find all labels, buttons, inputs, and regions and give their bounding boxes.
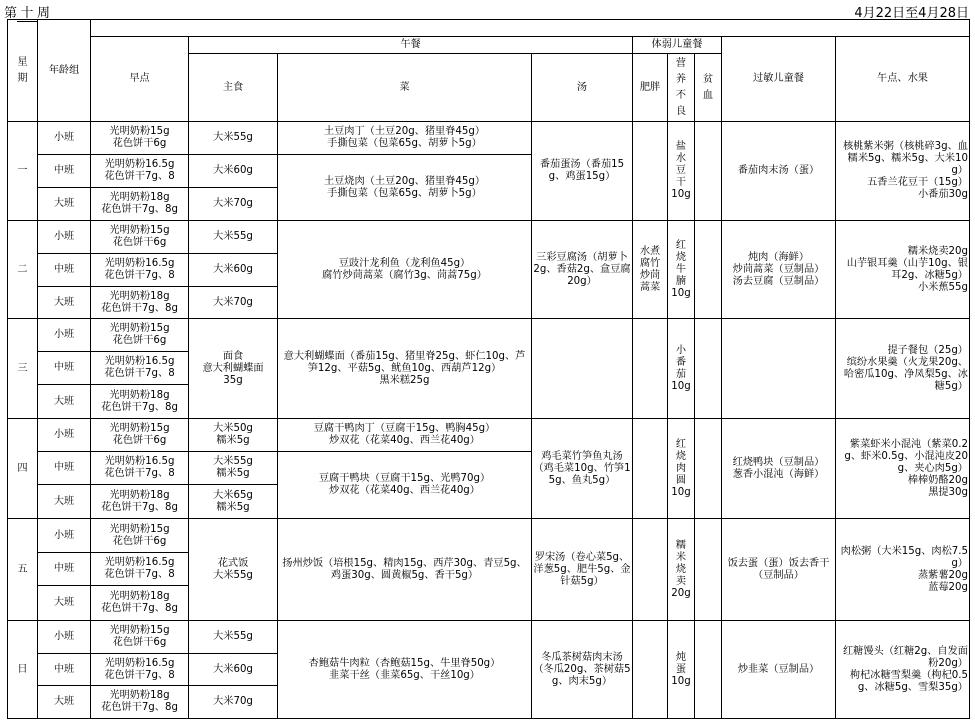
staple-cell: 大米55g [189, 621, 278, 654]
breakfast-cell: 光明奶粉15g 花色饼干6g [91, 319, 189, 352]
age-group-cell: 中班 [38, 654, 91, 686]
breakfast-cell: 光明奶粉15g 花色饼干6g [91, 621, 189, 654]
age-group-cell: 大班 [38, 188, 91, 221]
header-spacer [91, 20, 970, 37]
obese-cell [633, 621, 668, 719]
header-weak-children: 体弱儿童餐 [633, 37, 722, 54]
staple-cell: 大米65g 糯米5g [189, 485, 278, 519]
staple-cell: 大米60g [189, 155, 278, 188]
staple-cell: 大米70g [189, 686, 278, 719]
title-row [0, 0, 975, 19]
breakfast-cell: 光明奶粉15g 花色饼干6g [91, 221, 189, 254]
weekday-cell: 五 [8, 519, 38, 621]
staple-cell: 大米50g 糯米5g [189, 419, 278, 452]
week-number: 十 [17, 2, 37, 22]
staple-cell: 大米60g [189, 654, 278, 686]
soup-cell: 冬瓜茶树菇肉末汤（冬瓜20g、茶树菇5g、肉末5g） [532, 621, 633, 719]
anemia-cell [695, 319, 722, 419]
date-range: 4月22日至4月28日 [854, 6, 969, 21]
breakfast-cell: 光明奶粉16.5g 花色饼干7g、8 [91, 254, 189, 287]
malnutrition-cell: 红 烧 肉 圆 10g [668, 419, 695, 519]
dish-cell: 扬州炒饭（培根15g、精肉15g、西芹30g、青豆5g、鸡蛋30g、圆黄椒5g、香干5g） [278, 519, 532, 621]
weekday-cell: 四 [8, 419, 38, 519]
breakfast-cell: 光明奶粉18g 花色饼干7g、8g [91, 385, 189, 419]
anemia-cell [695, 621, 722, 719]
age-group-cell: 中班 [38, 352, 91, 385]
age-group-cell: 大班 [38, 485, 91, 519]
header-weekday-text: 星期 [17, 56, 28, 84]
breakfast-cell: 光明奶粉16.5g 花色饼干7g、8 [91, 553, 189, 586]
malnutrition-cell: 糯 米 烧 卖 20g [668, 519, 695, 621]
weekday-cell: 二 [8, 221, 38, 319]
age-group-cell: 小班 [38, 319, 91, 352]
soup-cell: 罗宋汤（卷心菜5g、洋葱5g、肥牛5g、金针菇5g） [532, 519, 633, 621]
weekday-cell: 三 [8, 319, 38, 419]
breakfast-cell: 光明奶粉15g 花色饼干6g [91, 519, 189, 553]
table-row [8, 519, 970, 553]
breakfast-cell: 光明奶粉18g 花色饼干7g、8g [91, 686, 189, 719]
week-suffix: 周 [37, 6, 51, 21]
age-group-cell: 小班 [38, 221, 91, 254]
breakfast-cell: 光明奶粉16.5g 花色饼干7g、8 [91, 452, 189, 485]
age-group-cell: 小班 [38, 419, 91, 452]
table-row [8, 122, 970, 155]
header-weekday [8, 20, 38, 122]
allergy-cell: 饭去蛋（蛋）饭去香干（豆制品） [722, 519, 836, 621]
soup-cell [532, 319, 633, 419]
malnutrition-cell: 盐 水 豆 干 10g [668, 122, 695, 221]
allergy-cell: 番茄肉末汤（蛋） [722, 122, 836, 221]
header-afternoon: 午点、水果 [836, 37, 970, 122]
header-top-row [8, 20, 970, 37]
age-group-cell: 大班 [38, 385, 91, 419]
dish-cell: 豆腐干鸭块（豆腐干15g、光鸭70g） 炒双花（花菜40g、西兰花40g） [278, 452, 532, 519]
age-group-cell: 小班 [38, 519, 91, 553]
breakfast-cell: 光明奶粉18g 花色饼干7g、8g [91, 586, 189, 621]
week-prefix: 第 [4, 6, 18, 21]
dish-cell: 杏鲍菇牛肉粒（杏鲍菇15g、牛里脊50g） 韭菜干丝（韭菜65g、干丝10g） [278, 621, 532, 719]
menu-table [7, 19, 970, 719]
header-lunch: 午餐 [189, 37, 633, 54]
header-mid-row [8, 37, 970, 54]
staple-cell: 大米70g [189, 188, 278, 221]
table-row [8, 621, 970, 654]
malnutrition-cell: 红 烧 牛 腩 10g [668, 221, 695, 319]
obese-cell: 水煮 腐竹 炒茼 蒿菜 [633, 221, 668, 319]
age-group-cell: 中班 [38, 452, 91, 485]
weekday-cell: 一 [8, 122, 38, 221]
table-row [8, 221, 970, 254]
table-row [8, 419, 970, 452]
age-group-cell: 中班 [38, 553, 91, 586]
age-group-cell: 中班 [38, 155, 91, 188]
allergy-cell [722, 319, 836, 419]
breakfast-cell: 光明奶粉15g 花色饼干6g [91, 419, 189, 452]
breakfast-cell: 光明奶粉16.5g 花色饼干7g、8 [91, 654, 189, 686]
afternoon-cell: 红糖馒头（红糖2g、自发面粉20g） 枸杞冰糖雪梨羹（枸杞0.5g、冰糖5g、雪梨35g） [836, 621, 970, 719]
header-allergy: 过敏儿童餐 [722, 37, 836, 122]
staple-cell: 面食 意大利蝴蝶面 35g [189, 319, 278, 419]
age-group-cell: 小班 [38, 122, 91, 155]
breakfast-cell: 光明奶粉16.5g 花色饼干7g、8 [91, 352, 189, 385]
staple-cell: 大米70g [189, 287, 278, 319]
header-soup: 汤 [532, 54, 633, 122]
header-malnutrition-text: 营养不良 [675, 57, 687, 117]
age-group-cell: 大班 [38, 287, 91, 319]
afternoon-cell: 提子餐包（25g） 缤纷水果羹（火龙果20g、哈密瓜10g、净凤梨5g、冰糖5g） [836, 319, 970, 419]
obese-cell [633, 419, 668, 519]
dish-cell: 意大利蝴蝶面（番茄15g、猪里脊25g、虾仁10g、芦笋12g、平菇5g、鱿鱼10g、西葫芦12g） 黑米糕25g [278, 319, 532, 419]
afternoon-cell: 肉松粥（大米15g、肉松7.5g） 蒸紫薯20g 蓝莓20g [836, 519, 970, 621]
malnutrition-cell: 小 番 茄 10g [668, 319, 695, 419]
anemia-cell [695, 221, 722, 319]
staple-cell: 大米55g [189, 122, 278, 155]
age-group-cell: 中班 [38, 254, 91, 287]
breakfast-cell: 光明奶粉18g 花色饼干7g、8g [91, 287, 189, 319]
staple-cell: 大米55g 糯米5g [189, 452, 278, 485]
header-malnutrition [668, 54, 695, 122]
age-group-cell: 大班 [38, 686, 91, 719]
anemia-cell [695, 419, 722, 519]
header-breakfast: 早点 [91, 37, 189, 122]
weekday-cell: 日 [8, 621, 38, 719]
soup-cell: 番茄蛋汤（番茄15g、鸡蛋15g） [532, 122, 633, 221]
staple-cell: 花式饭 大米55g [189, 519, 278, 621]
header-age-group: 年龄组 [38, 20, 91, 122]
table-row [8, 319, 970, 352]
breakfast-cell: 光明奶粉15g 花色饼干6g [91, 122, 189, 155]
anemia-cell [695, 122, 722, 221]
malnutrition-cell: 炖 蛋 10g [668, 621, 695, 719]
staple-cell: 大米60g [189, 254, 278, 287]
breakfast-cell: 光明奶粉18g 花色饼干7g、8g [91, 188, 189, 221]
header-dish: 菜 [278, 54, 532, 122]
obese-cell [633, 319, 668, 419]
dish-cell: 土豆肉丁（土豆20g、猪里脊45g） 手撕包菜（包菜65g、胡萝卜5g） [278, 122, 532, 155]
obese-cell [633, 122, 668, 221]
header-anemia [695, 54, 722, 122]
allergy-cell: 红烧鸭块（豆制品） 葱香小混沌（海鲜） [722, 419, 836, 519]
breakfast-cell: 光明奶粉18g 花色饼干7g、8g [91, 485, 189, 519]
header-obese: 肥胖 [633, 54, 668, 122]
soup-cell: 三彩豆腐汤（胡萝卜2g、香菇2g、盒豆腐20g） [532, 221, 633, 319]
header-anemia-text: 贫血 [702, 73, 714, 101]
allergy-cell: 炒韭菜（豆制品） [722, 621, 836, 719]
breakfast-cell: 光明奶粉16.5g 花色饼干7g、8 [91, 155, 189, 188]
dish-cell: 豆豉汁龙利鱼（龙利鱼45g） 腐竹炒茼蒿菜（腐竹3g、茼蒿75g） [278, 221, 532, 319]
dish-cell: 豆腐干鸭肉丁（豆腐干15g、鸭胸45g） 炒双花（花菜40g、西兰花40g） [278, 419, 532, 452]
staple-cell: 大米55g [189, 221, 278, 254]
afternoon-cell: 紫菜虾米小混沌（紫菜0.2g、虾米0.5g、小混沌皮20g、夹心肉5g） 棒棒奶酪20g 黑提30g [836, 419, 970, 519]
age-group-cell: 大班 [38, 586, 91, 621]
obese-cell [633, 519, 668, 621]
afternoon-cell: 糯米烧卖20g 山芋银耳羹（山芋10g、银耳2g、冰糖5g） 小米蕉55g [836, 221, 970, 319]
afternoon-cell: 核桃紫米粥（核桃碎3g、血糯米5g、糯米5g、大米10g） 五香兰花豆干（15g） 小番茄30g [836, 122, 970, 221]
soup-cell: 鸡毛菜竹笋鱼丸汤（鸡毛菜10g、竹笋15g、鱼丸5g） [532, 419, 633, 519]
anemia-cell [695, 519, 722, 621]
menu-body [8, 20, 970, 719]
dish-cell: 土豆烧肉（土豆20g、猪里脊45g） 手撕包菜（包菜65g、胡萝卜5g） [278, 155, 532, 221]
header-staple: 主食 [189, 54, 278, 122]
age-group-cell: 小班 [38, 621, 91, 654]
allergy-cell: 炖肉（海鲜） 炒茼蒿菜（豆制品） 汤去豆腐（豆制品） [722, 221, 836, 319]
